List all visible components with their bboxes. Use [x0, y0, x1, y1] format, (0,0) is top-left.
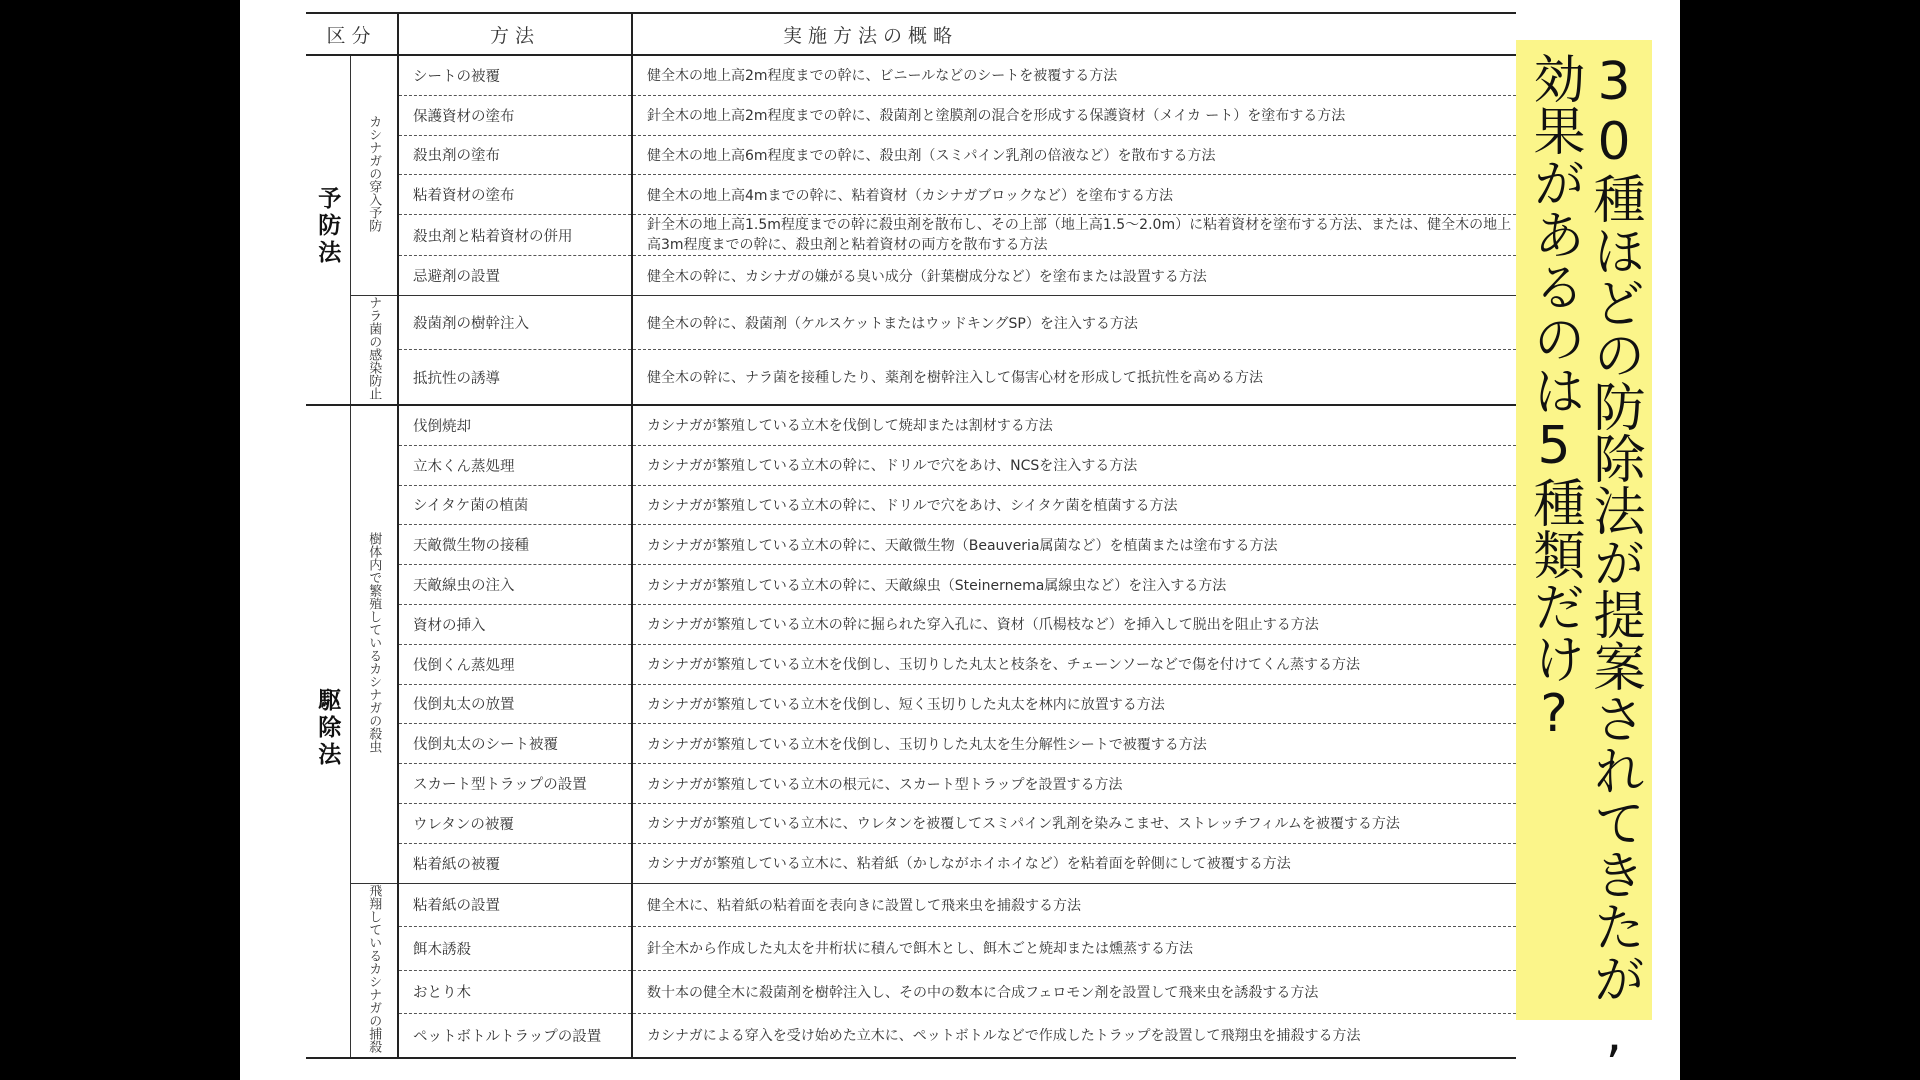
- description-cell: 健全木に、粘着紙の粘着面を表向きに設置して飛来虫を捕殺する方法: [632, 883, 1516, 926]
- description-cell: カシナガによる穿入を受け始めた立木に、ペットボトルなどで作成したトラップを設置して飛翔虫を捕殺する方法: [632, 1014, 1516, 1058]
- method-cell: 粘着資材の塗布: [398, 175, 632, 215]
- header-method: 方法: [398, 13, 632, 55]
- method-cell: 粘着紙の設置: [398, 883, 632, 926]
- method-cell: 資材の挿入: [398, 604, 632, 644]
- method-cell: 天敵線虫の注入: [398, 565, 632, 605]
- table-row: [306, 843, 1516, 883]
- description-cell: 健全木の幹に、ナラ菌を接種したり、薬剤を樹幹注入して傷害心材を形成して抵抗性を高める方法: [632, 350, 1516, 405]
- table-row: [306, 405, 1516, 445]
- table-row: [306, 565, 1516, 605]
- method-cell: 忌避剤の設置: [398, 256, 632, 296]
- method-cell: シイタケ菌の植菌: [398, 485, 632, 525]
- subcategory-cell: [350, 55, 398, 295]
- method-cell: 粘着紙の被覆: [398, 843, 632, 883]
- category-cell: [306, 405, 350, 1058]
- description-cell: 数十本の健全木に殺菌剤を樹幹注入し、その中の数本に合成フェロモン剤を設置して飛来虫を誘殺する方法: [632, 970, 1516, 1013]
- category-label: 駆除法: [314, 687, 341, 769]
- table-row: [306, 724, 1516, 764]
- table-row: [306, 445, 1516, 485]
- method-cell: 伐倒くん蒸処理: [398, 644, 632, 684]
- table-row: [306, 295, 1516, 349]
- table-row: [306, 684, 1516, 724]
- callout-text: 30種ほどの防除法が提案されてきたが, 効果があるのは5種類だけ?: [1524, 52, 1644, 1064]
- description-cell: カシナガが繁殖している立木の幹に、天敵微生物（Beauveria属菌など）を植菌または塗布する方法: [632, 525, 1516, 565]
- subcategory-cell: [350, 883, 398, 1058]
- table-row: [306, 644, 1516, 684]
- table-row: [306, 604, 1516, 644]
- table-body: [306, 55, 1516, 1058]
- description-cell: 健全木の地上高6m程度までの幹に、殺虫剤（スミパイン乳剤の倍液など）を散布する方法: [632, 135, 1516, 175]
- subcategory-cell: [350, 405, 398, 883]
- table-row: [306, 95, 1516, 135]
- description-cell: 健全木の幹に、カシナガの嫌がる臭い成分（針葉樹成分など）を塗布または設置する方法: [632, 256, 1516, 296]
- description-cell: 針全木の地上高2m程度までの幹に、殺菌剤と塗膜剤の混合を形成する保護資材（メイカ ート）を塗布する方法: [632, 95, 1516, 135]
- table-row: [306, 350, 1516, 405]
- category-label: 予防法: [314, 186, 341, 268]
- method-cell: 天敵微生物の接種: [398, 525, 632, 565]
- method-cell: 伐倒丸太の放置: [398, 684, 632, 724]
- subcategory-label: ナラ菌の感染防止: [366, 295, 382, 400]
- method-cell: ウレタンの被覆: [398, 803, 632, 843]
- methods-table: [306, 12, 1516, 1059]
- description-cell: カシナガが繁殖している立木を伐倒し、玉切りした丸太を生分解性シートで被覆する方法: [632, 724, 1516, 764]
- method-cell: 抵抗性の誘導: [398, 350, 632, 405]
- methods-table-wrap: [306, 12, 1516, 1053]
- description-cell: 針全木の地上高1.5m程度までの幹に殺虫剤を散布し、その上部（地上高1.5～2.0m）に粘着資材を塗布する方法、または、健全木の地上高3m程度までの幹に、殺虫剤と粘着資材の両方を散布する方法: [632, 215, 1516, 256]
- description-cell: カシナガが繁殖している立木の根元に、スカート型トラップを設置する方法: [632, 764, 1516, 804]
- callout-box: [1516, 40, 1652, 1064]
- table-row: [306, 883, 1516, 926]
- subcategory-label: 樹体内で繁殖しているカシナガの殺虫: [366, 531, 382, 753]
- table-header-row: [306, 13, 1516, 55]
- table-row: [306, 525, 1516, 565]
- description-cell: カシナガが繁殖している立木の幹に掘られた穿入孔に、資材（爪楊枝など）を挿入して脱出を阻止する方法: [632, 604, 1516, 644]
- header-description: 実施方法の概略: [632, 13, 1516, 55]
- description-cell: カシナガが繁殖している立木の幹に、ドリルで穴をあけ、シイタケ菌を植菌する方法: [632, 485, 1516, 525]
- table-row: [306, 55, 1516, 95]
- description-cell: カシナガが繁殖している立木の幹に、天敵線虫（Steinernema属線虫など）を注入する方法: [632, 565, 1516, 605]
- table-row: [306, 485, 1516, 525]
- table-row: [306, 135, 1516, 175]
- table-row: [306, 970, 1516, 1013]
- method-cell: 立木くん蒸処理: [398, 445, 632, 485]
- method-cell: シートの被覆: [398, 55, 632, 95]
- subcategory-label: 飛翔しているカシナガの捕殺: [366, 883, 382, 1053]
- method-cell: 殺虫剤の塗布: [398, 135, 632, 175]
- slide: [240, 0, 1680, 1080]
- method-cell: 伐倒焼却: [398, 405, 632, 445]
- subcategory-cell: [350, 295, 398, 405]
- method-cell: 伐倒丸太のシート被覆: [398, 724, 632, 764]
- description-cell: カシナガが繁殖している立木に、ウレタンを被覆してスミパイン乳剤を染みこませ、ストレッチフィルムを被覆する方法: [632, 803, 1516, 843]
- table-row: [306, 175, 1516, 215]
- table-row: [306, 927, 1516, 970]
- description-cell: カシナガが繁殖している立木を伐倒し、短く玉切りした丸太を林内に放置する方法: [632, 684, 1516, 724]
- description-cell: カシナガが繁殖している立木に、粘着紙（かしながホイホイなど）を粘着面を幹側にして被覆する方法: [632, 843, 1516, 883]
- method-cell: スカート型トラップの設置: [398, 764, 632, 804]
- table-row: [306, 256, 1516, 296]
- description-cell: 健全木の地上高4mまでの幹に、粘着資材（カシナガブロックなど）を塗布する方法: [632, 175, 1516, 215]
- method-cell: ペットボトルトラップの設置: [398, 1014, 632, 1058]
- description-cell: 健全木の地上高2m程度までの幹に、ビニールなどのシートを被覆する方法: [632, 55, 1516, 95]
- method-cell: 餌木誘殺: [398, 927, 632, 970]
- description-cell: カシナガが繁殖している立木を伐倒して焼却または割材する方法: [632, 405, 1516, 445]
- category-cell: [306, 55, 350, 405]
- description-cell: 針全木から作成した丸太を井桁状に積んで餌木とし、餌木ごと焼却または燻蒸する方法: [632, 927, 1516, 970]
- method-cell: おとり木: [398, 970, 632, 1013]
- description-cell: 健全木の幹に、殺菌剤（ケルスケットまたはウッドキングSP）を注入する方法: [632, 295, 1516, 349]
- method-cell: 殺虫剤と粘着資材の併用: [398, 215, 632, 256]
- table-row: [306, 764, 1516, 804]
- method-cell: 保護資材の塗布: [398, 95, 632, 135]
- method-cell: 殺菌剤の樹幹注入: [398, 295, 632, 349]
- subcategory-label: カシナガの穿入予防: [366, 114, 382, 232]
- header-category: 区分: [306, 13, 398, 55]
- description-cell: カシナガが繁殖している立木の幹に、ドリルで穴をあけ、NCSを注入する方法: [632, 445, 1516, 485]
- description-cell: カシナガが繁殖している立木を伐倒し、玉切りした丸太と枝条を、チェーンソーなどで傷を付けてくん蒸する方法: [632, 644, 1516, 684]
- table-row: [306, 215, 1516, 256]
- table-row: [306, 1014, 1516, 1058]
- table-row: [306, 803, 1516, 843]
